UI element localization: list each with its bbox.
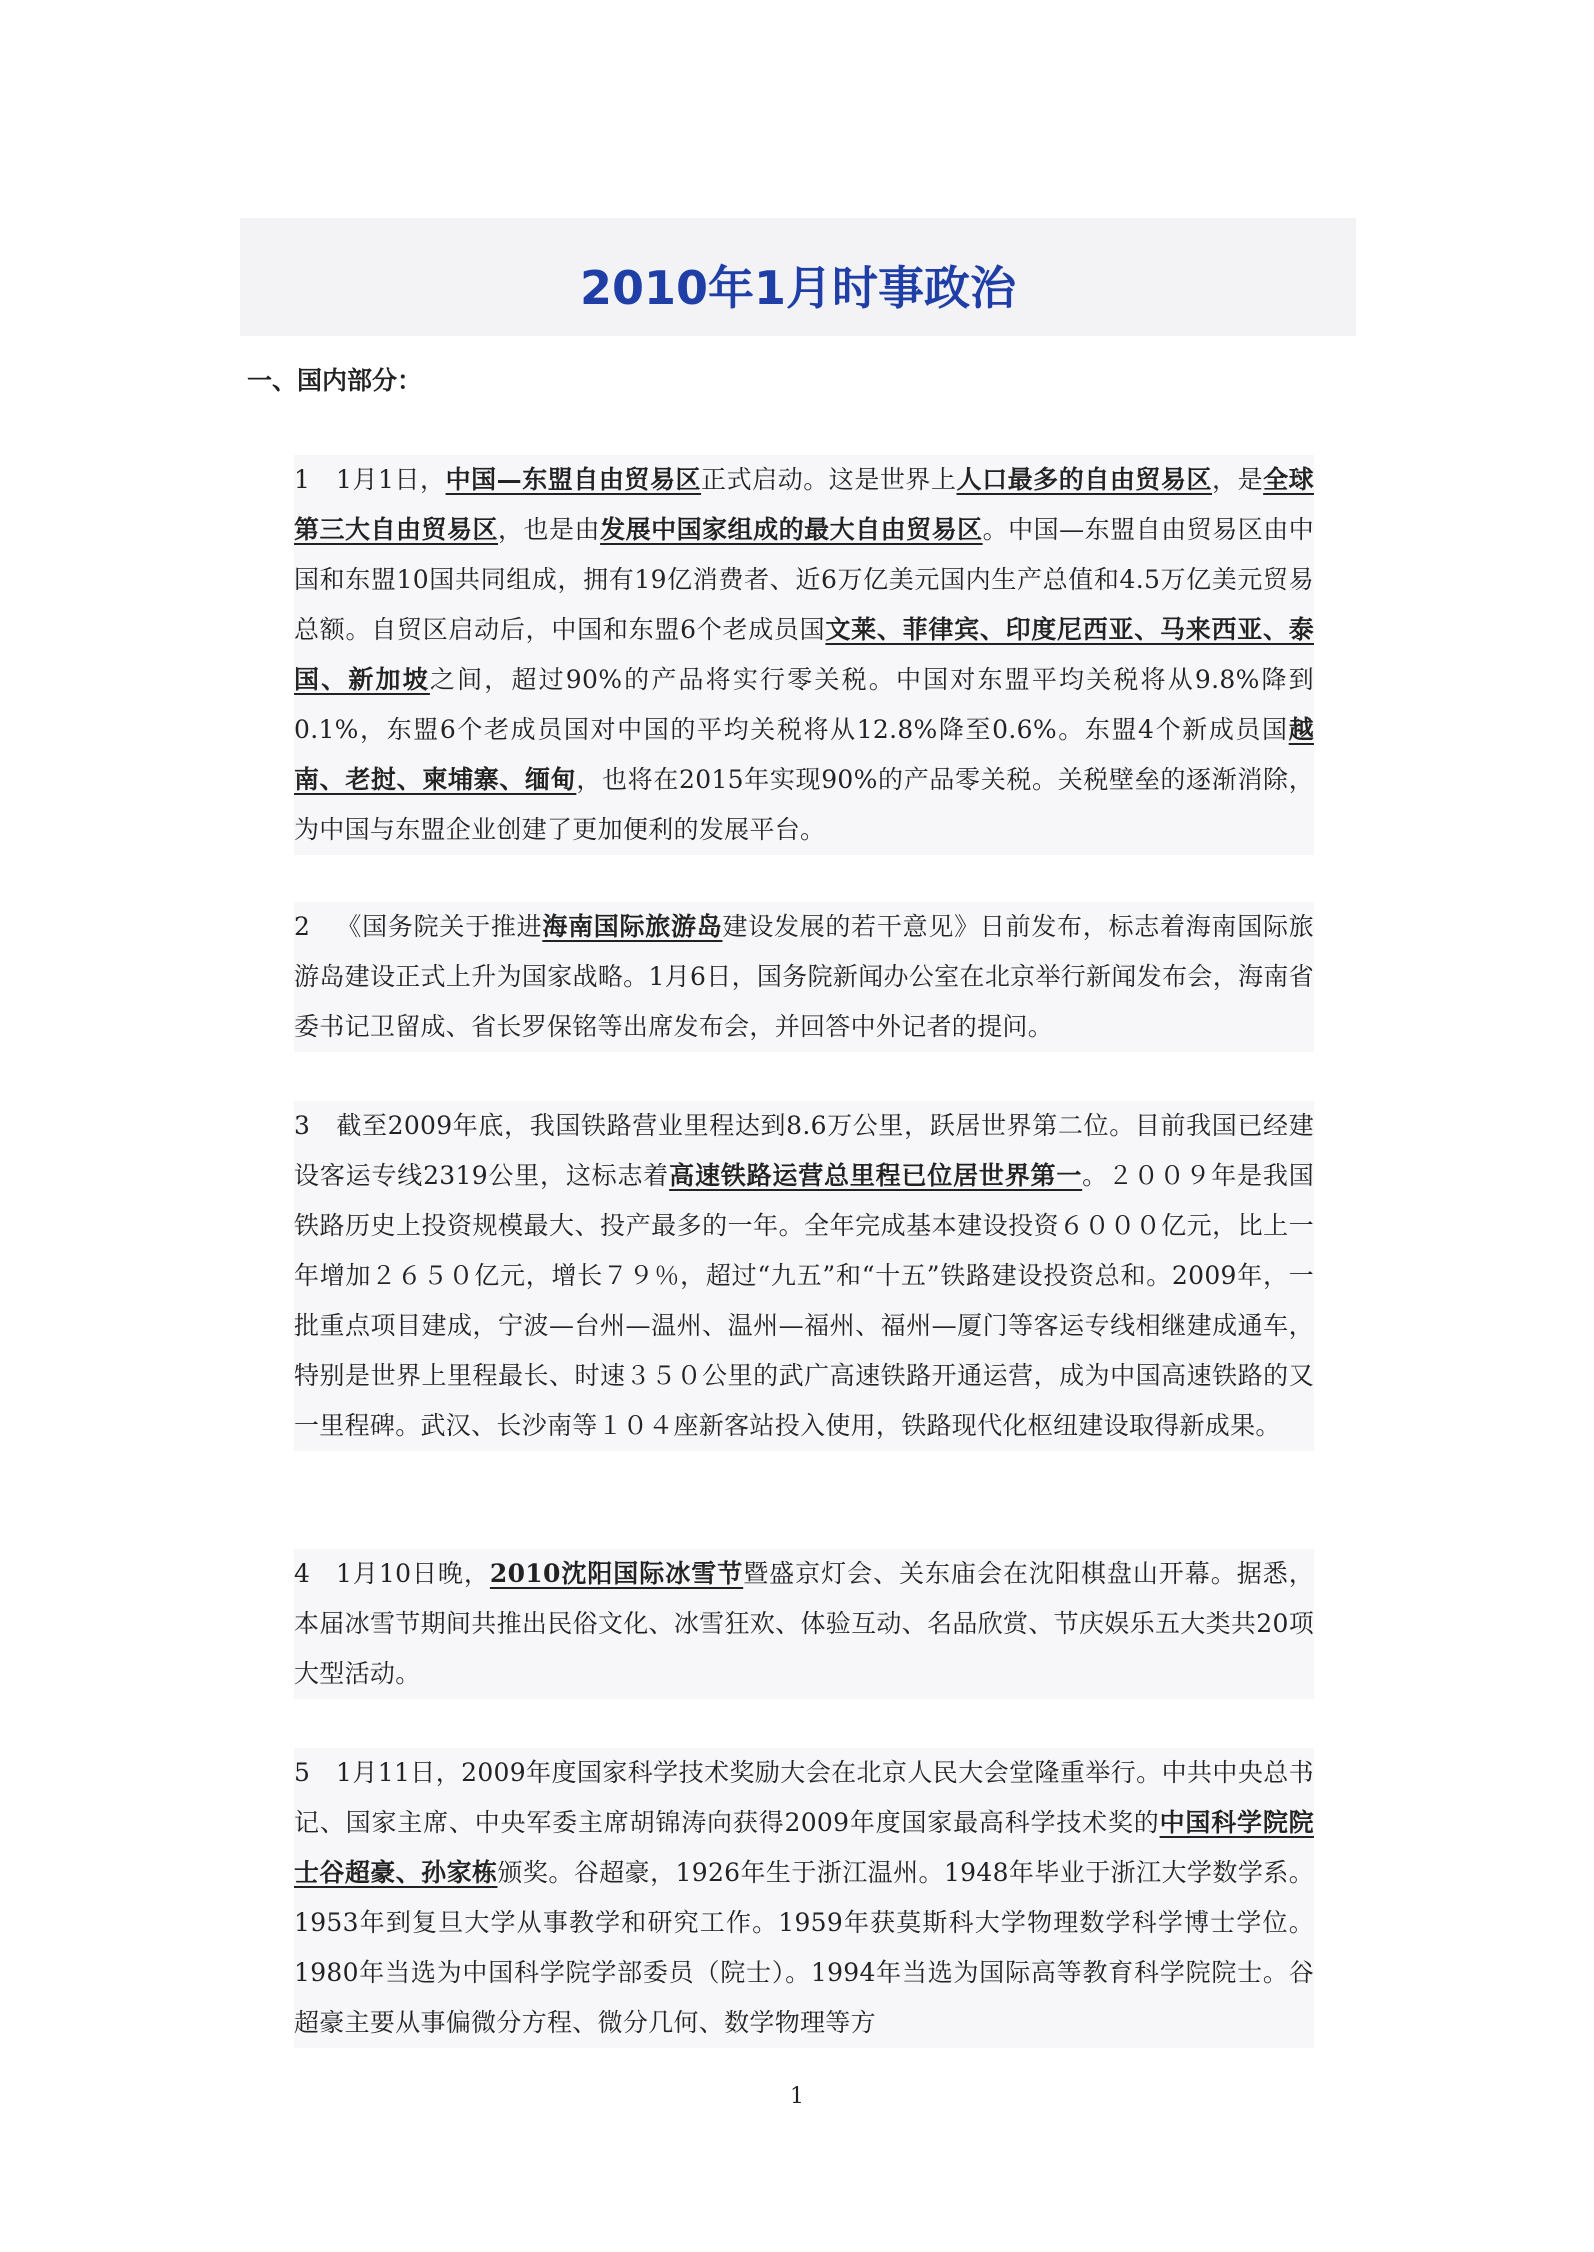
page-number: 1 xyxy=(790,2084,804,2109)
news-item-3 xyxy=(294,1101,1314,1451)
news-item-5 xyxy=(294,1748,1314,2048)
body-text: 之间，超过90%的产品将实行零关税。中国对东盟平均关税将从9.8%降到0.1%，东盟6个老成员国对中国的平均关税将从12.8%降至0.6%。东盟4个新成员国 xyxy=(294,665,1314,744)
body-text: 截至2009年底，我国铁路营业里程达到8.6万公里，跃居世界第二位。目前我国已经建设客运专线2319公里，这标志着 xyxy=(294,1111,1314,1190)
body-text: 建设发展的若干意见》日前发布，标志着海南国际旅游岛建设正式上升为国家战略。1月6日，国务院新闻办公室在北京举行新闻发布会，海南省委书记卫留成、省长罗保铭等出席发布会，并回答中外记者的提问。 xyxy=(294,912,1314,1041)
highlighted-term: 全球第三大自由贸易区 xyxy=(294,465,1314,544)
body-text: 暨盛京灯会、关东庙会在沈阳棋盘山开幕。据悉，本届冰雪节期间共推出民俗文化、冰雪狂欢、体验互动、名品欣赏、节庆娱乐五大类共20项大型活动。 xyxy=(294,1559,1314,1688)
item-number: 4 xyxy=(294,1559,311,1588)
body-text: 颁奖。谷超豪，1926年生于浙江温州。1948年毕业于浙江大学数学系。1953年到复旦大学从事教学和研究工作。1959年获莫斯科大学物理数学科学博士学位。1980年当选为中国科学院学部委员（院士）。1994年当选为国际高等教育科学院院士。谷超豪主要从事偏微分方程、微分几何、数学物理等方 xyxy=(294,1858,1314,2037)
highlighted-term: 2010沈阳国际冰雪节 xyxy=(489,1559,744,1588)
highlighted-term: 中国—东盟自由贸易区 xyxy=(445,465,702,494)
item-number: 2 xyxy=(294,912,311,941)
body-text: 1月10日晚， xyxy=(336,1559,490,1588)
item-number: 5 xyxy=(294,1758,311,1787)
news-item-2 xyxy=(294,902,1314,1052)
highlighted-term: 发展中国家组成的最大自由贸易区 xyxy=(600,515,983,544)
highlighted-term: 中国科学院院士谷超豪、孙家栋 xyxy=(294,1808,1314,1887)
highlighted-term: 高速铁路运营总里程已位居世界第一 xyxy=(669,1161,1083,1190)
news-item-4 xyxy=(294,1549,1314,1699)
body-text: 正式启动。这是世界上 xyxy=(701,465,957,494)
highlighted-term: 人口最多的自由贸易区 xyxy=(956,465,1213,494)
section-heading: 一、国内部分： xyxy=(247,366,423,395)
highlighted-term: 海南国际旅游岛 xyxy=(542,912,723,941)
body-text: 。中国—东盟自由贸易区由中国和东盟10国共同组成，拥有19亿消费者、近6万亿美元国内生产总值和4.5万亿美元贸易总额。自贸区启动后，中国和东盟6个老成员国 xyxy=(294,515,1315,644)
item-number: 3 xyxy=(294,1111,311,1140)
body-text: ，是 xyxy=(1212,465,1264,494)
body-text: ，也是由 xyxy=(498,515,601,544)
highlighted-term: 文莱、菲律宾、印度尼西亚、马来西亚、泰国、新加坡 xyxy=(294,615,1314,694)
news-item-1 xyxy=(294,455,1314,855)
highlighted-term: 越南、老挝、柬埔寨、缅甸 xyxy=(294,715,1314,794)
body-text: 《国务院关于推进 xyxy=(336,912,543,941)
body-text: 1月1日， xyxy=(336,465,446,494)
body-text: 。２００９年是我国铁路历史上投资规模最大、投产最多的一年。全年完成基本建设投资６０００亿元，比上一年增加２６５０亿元，增长７９％，超过“九五”和“十五”铁路建设投资总和。2009年，一批重点项目建成，宁波—台州—温州、温州—福州、福州—厦门等客运专线相继建成通车，特别是世界上里程最长、时速３５０公里的武广高速铁路开通运营，成为中国高速铁路的又一里程碑。武汉、长沙南等１０４座新客站投入使用，铁路现代化枢纽建设取得新成果。 xyxy=(294,1161,1314,1440)
body-text: 1月11日，2009年度国家科学技术奖励大会在北京人民大会堂隆重举行。中共中央总书记、国家主席、中央军委主席胡锦涛向获得2009年度国家最高科学技术奖的 xyxy=(294,1758,1314,1837)
document-title: 2010年1月时事政治 xyxy=(579,261,1017,315)
item-number: 1 xyxy=(294,465,311,494)
body-text: ，也将在2015年实现90%的产品零关税。关税壁垒的逐渐消除，为中国与东盟企业创建了更加便利的发展平台。 xyxy=(294,765,1314,844)
